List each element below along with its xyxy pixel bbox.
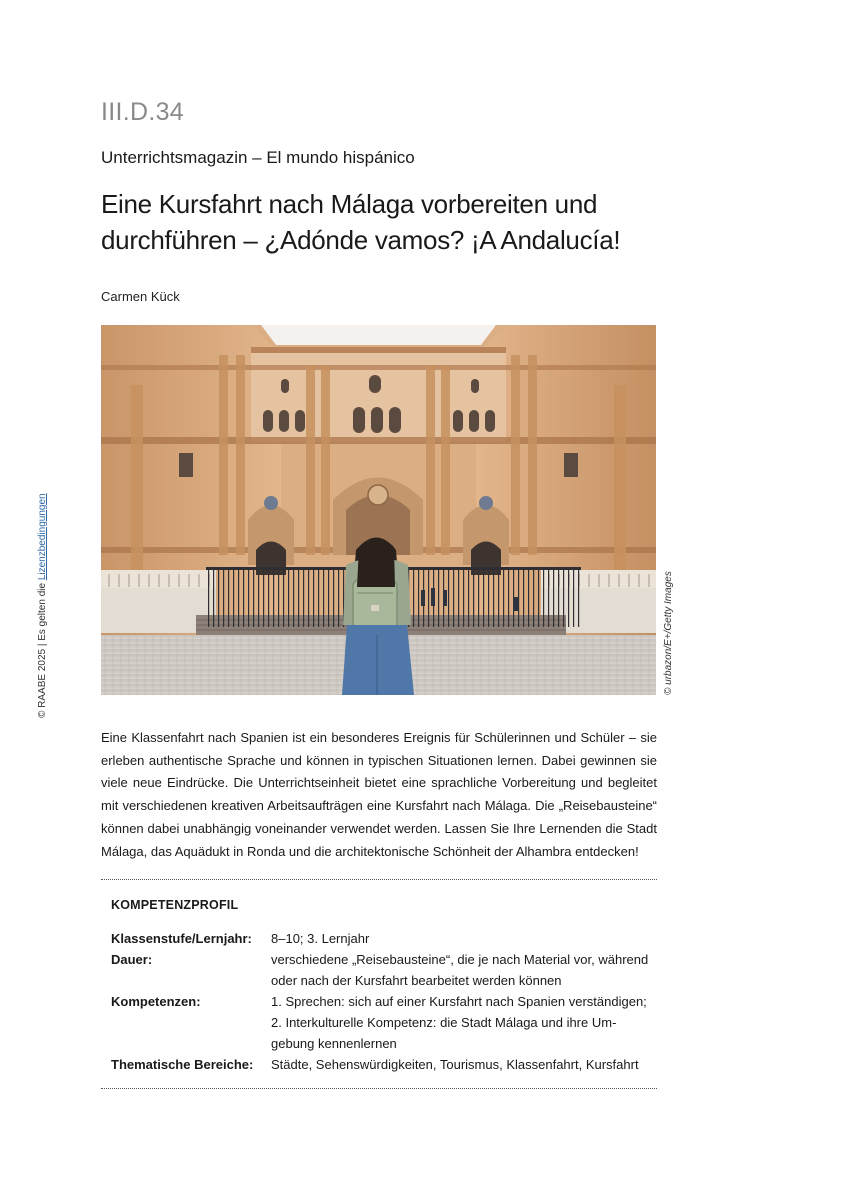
kompetenzprofil-table (111, 928, 651, 1075)
photo-credit: © urbazon/E+/Getty Images (663, 571, 674, 695)
divider-bottom (101, 1088, 657, 1089)
title-line-1: Eine Kursfahrt nach Málaga vorbereiten und (101, 189, 598, 219)
intro-paragraph: Eine Klassenfahrt nach Spanien ist ein besonderes Ereignis für Schülerinnen und Schüler – sie erleben authentische Sprache und können in typischen Situationen lernen. Dabei gewinnen sie viele neue Eindrücke. Die Unterrichtseinheit bietet eine sprachliche Vorbereitung und begleitet mit verschiedenen kreativen Arbeitsaufträgen eine Kursfahrt nach Málaga. Die „Reisebausteine“ können dabei unabhängig voneinander verwendet werden. Lassen Sie Ihre Lernenden die Stadt Málaga, das Aquädukt in Ronda und die architektonische Schönheit der Alhambra entdecken! (101, 730, 657, 859)
unit-code: III.D.34 (101, 98, 184, 126)
kp-value (271, 991, 651, 1054)
kp-value-line: gebung kennenlernen (271, 1036, 397, 1051)
cathedral-photo (101, 325, 656, 695)
kp-value-line: Städte, Sehenswürdigkeiten, Tourismus, Klassenfahrt, Kursfahrt (271, 1057, 639, 1072)
magazine-name: Unterrichtsmagazin – El mundo hispánico (101, 148, 415, 167)
kp-value-line: verschiedene „Reisebausteine“, die je nach Material vor, während (271, 952, 649, 967)
kp-value (271, 949, 651, 991)
kp-value-line: 8–10; 3. Lernjahr (271, 931, 370, 946)
cathedral-illustration (101, 325, 656, 695)
kp-value-line: oder nach der Kursfahrt bearbeitet werden können (271, 973, 562, 988)
author-name: Carmen Kück (101, 289, 180, 304)
kp-value-line: 1. Sprechen: sich auf einer Kursfahrt nach Spanien verständigen; (271, 994, 647, 1009)
kp-label: Dauer: (111, 952, 153, 967)
kp-row-klassenstufe (111, 928, 651, 949)
kp-value-line: 2. Interkulturelle Kompetenz: die Stadt Málaga und ihre Um- (271, 1015, 617, 1030)
kp-label: Thematische Bereiche: (111, 1057, 254, 1072)
kp-row-dauer (111, 949, 651, 991)
kp-label: Kompetenzen: (111, 994, 201, 1009)
kp-label: Klassenstufe/Lernjahr: (111, 931, 252, 946)
license-notice (37, 493, 48, 718)
kp-row-thematische-bereiche (111, 1054, 651, 1075)
title-line-2: durchführen – ¿Adónde vamos? ¡A Andalucía! (101, 225, 621, 255)
kp-row-kompetenzen (111, 991, 651, 1054)
license-prefix: © RAABE 2025 | Es gelten die (37, 580, 48, 718)
divider-top (101, 879, 657, 880)
page-title (101, 186, 661, 258)
kp-value (271, 928, 651, 949)
kompetenzprofil-heading: KOMPETENZPROFIL (111, 898, 239, 912)
license-link[interactable]: Lizenzbedingungen (37, 493, 48, 581)
kp-value (271, 1054, 651, 1075)
